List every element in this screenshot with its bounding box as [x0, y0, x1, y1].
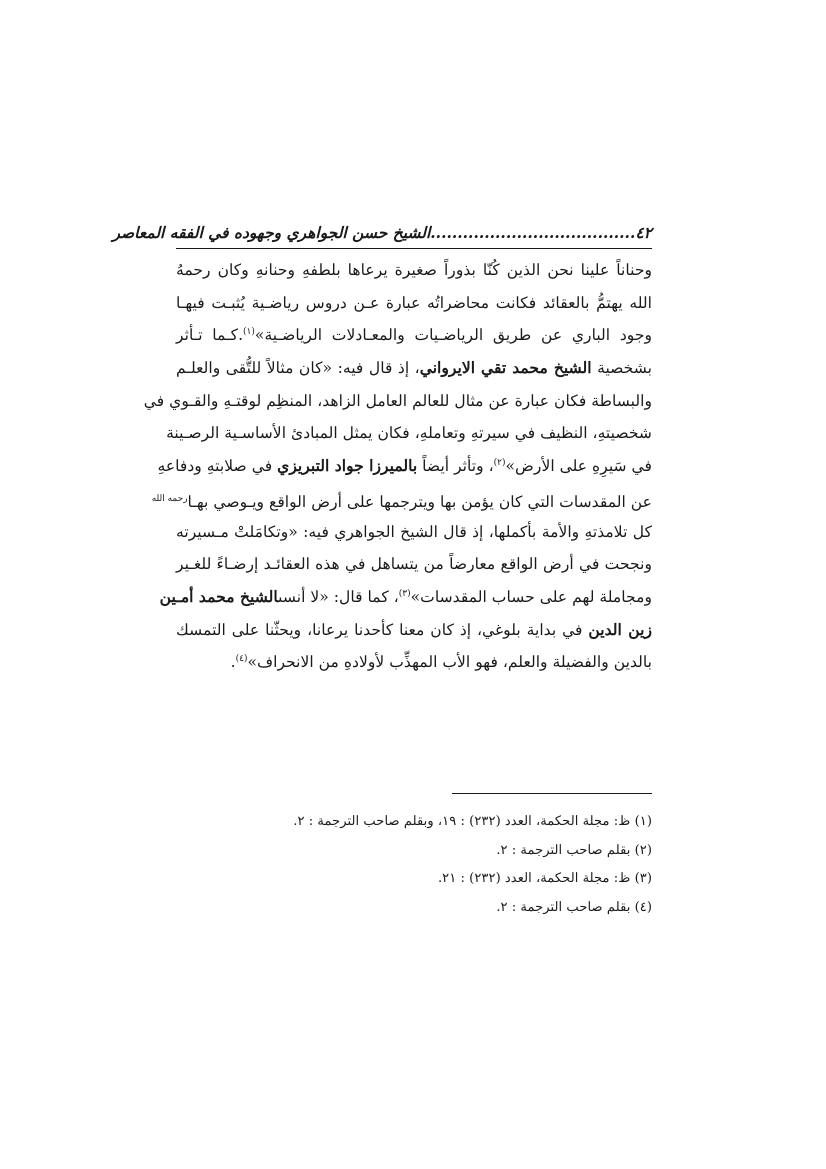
footnote-marker: (٢) [493, 457, 506, 468]
footnote-item: (٢) بقلم صاحب الترجمة : ٢. [496, 842, 652, 858]
body-text-segment: شخصيتهِ، النظيف في سيرتهِ وتعاملهِ، فكان يمثل المبادئ الأساسـية الرصـينة [166, 424, 652, 443]
bold-name-text: الشيخ محمد أمـين [159, 586, 279, 606]
footnote-marker: (١) [243, 327, 255, 338]
body-text-segment: وجود الباري عن طريق الرياضـيات والمعـادلات الرياضـية» [254, 326, 652, 345]
body-text-segment: كل تلامذتهِ والأمة بأكملها، إذ قال الشيخ الجواهري فيه: «وتكامَلتْ مـسيرته [176, 522, 652, 541]
body-text-segment: عن المقدسات التي كان يؤمن بها ويترجمها على أرض الواقع ويـوصي بهـا [187, 493, 652, 511]
body-line [176, 548, 652, 581]
body-text-segment: . [230, 653, 236, 672]
body-line [143, 385, 652, 418]
body-line [176, 614, 652, 647]
body-line [176, 287, 652, 320]
footnote-item: (٣) ظ: مجلة الحكمة، العدد (٢٣٢) : ٢١. [437, 871, 652, 886]
bold-name-text: زين الدين [588, 619, 652, 639]
body-line [176, 352, 652, 385]
body-text-segment: في صلابتهِ ودفاعهِ [157, 457, 278, 476]
body-text-segment: في سَيرِهِ على الأرض» [505, 457, 652, 476]
body-line [159, 581, 652, 614]
body-text-segment: ، وتأثر أيضاً [417, 457, 494, 476]
body-text-segment: ومجاملة لهم على حساب المقدسات» [410, 587, 652, 606]
body-text [143, 254, 652, 679]
running-title: الشيخ حسن الجواهري وجهوده في الفقه المعاصر [112, 223, 431, 242]
bold-name-text: الشيخ محمد تقي الايرواني [419, 358, 592, 378]
body-text-segment: والبساطة فكان عبارة عن مثال للعالم العامل الزاهد، المنظِم لوقتـهِ والقـوي في [143, 391, 652, 410]
body-text-segment: وحناناً علينا نحن الذين كُنّا بذوراً صغيرة يرعاها بلطفهِ وحنانهِ وكان رحمهُ [176, 261, 652, 279]
footnote-marker: (٤) [235, 654, 248, 665]
body-line [157, 450, 652, 483]
footnote-marker: (٣) [398, 588, 411, 599]
footnote-item: (١) ظ: مجلة الحكمة، العدد (٢٣٢) : ١٩، وبقلم صاحب الترجمة : ٢. [293, 814, 652, 829]
body-text-segment: ونجحت في أرض الواقع معارضاً من يتساهل في هذه العقائـد إرضـاءً للغـير [176, 555, 652, 574]
body-text-segment: ، كما قال: «لا أنسى [278, 587, 399, 606]
body-text-segment: رحمه الله [151, 493, 188, 504]
body-text-segment: في بداية بلوغي، إذ كان معنا كأحدنا يرعانا، ويحثّنا على التمسك [176, 620, 589, 639]
header-leader-dots: ...................................... [430, 223, 636, 242]
footnotes [176, 808, 652, 922]
body-text-segment: بشخصية [591, 359, 652, 378]
footnote-item: (٤) بقلم صاحب الترجمة : ٢. [496, 899, 652, 915]
bold-name-text: بالميرزا جواد التبريزي [277, 456, 418, 476]
body-line [151, 483, 652, 516]
body-line [176, 319, 652, 352]
body-text-segment: الله يهتمُّ بالعقائد فكانت محاضراتُه عبارة عـن دروس رياضـية يُثبـت فيهـا [176, 293, 652, 312]
body-text-segment: .كـما تـأثر [176, 326, 244, 345]
header-rule [176, 248, 652, 249]
running-header [112, 218, 652, 248]
page-number: ٤٢ [635, 223, 652, 242]
body-line [166, 417, 652, 450]
body-line [176, 646, 652, 679]
body-text-segment: ، إذ قال فيه: «كان مثالاً للتُّقى والعلـم [176, 359, 420, 378]
footnote-separator [452, 793, 652, 794]
body-line [176, 516, 652, 549]
body-line [176, 254, 652, 287]
body-text-segment: بالدين والفضيلة والعلم، فهو الأب المهذِّب لأولادهِ من الانحراف» [247, 653, 652, 672]
